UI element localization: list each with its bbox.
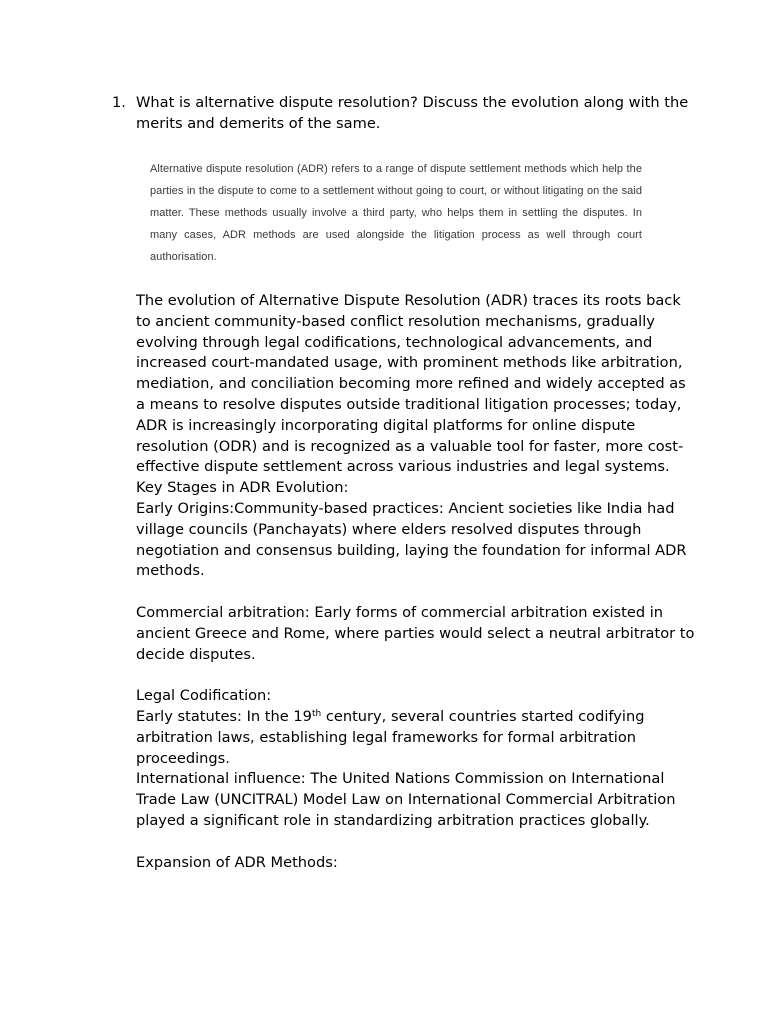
- adr-definition-excerpt: Alternative dispute resolution (ADR) refers to a range of dispute settlement methods which help the parties in the dispute to come to a settlement without going to court, or without litigating on the said matter. These methods usually involve a third party, who helps them in settling the disputes. In many cases, ADR methods are used alongside the litigation process as well through court authorisation.: [150, 163, 642, 263]
- commercial-arbitration-paragraph: Commercial arbitration: Early forms of commercial arbitration existed in ancient Greece and Rome, where parties would select a neutral arbitrator to decide disputes.: [136, 603, 695, 663]
- legal-codification-heading: Legal Codification:: [136, 687, 272, 705]
- evolution-paragraph: The evolution of Alternative Dispute Resolution (ADR) traces its roots back to ancient community-based conflict resolution mechanisms, gradually evolving through legal codifications, technological advancements, and increased court-mandated usage, with prominent methods like arbitration, mediation, and conciliation becoming more refined and widely accepted as a means to resolve disputes outside traditional litigation processes; today, ADR is increasingly incorporating digital platforms for online dispute resolution (ODR) and is recognized as a valuable tool for faster, more cost-effective dispute settlement across various industries and legal systems.: [136, 292, 686, 476]
- early-origins-paragraph: Early Origins:Community-based practices: Ancient societies like India had village councils (Panchayats) where elders resolved disputes through negotiation and consensus building, laying the foundation for informal ADR methods.: [136, 499, 687, 580]
- question-text: What is alternative dispute resolution? Discuss the evolution along with the merits and demerits of the same.: [136, 94, 689, 132]
- expansion-heading: Expansion of ADR Methods:: [136, 853, 338, 871]
- international-influence-paragraph: International influence: The United Nations Commission on International Trade Law (UNCITRAL) Model Law on International Commercial Arbitration played a significant role in standardizing arbitration practices globally.: [136, 770, 676, 829]
- early-statutes-paragraph: Early statutes: In the 19th century, several countries started codifying arbitration laws, establishing legal frameworks for formal arbitration proceedings.: [136, 707, 645, 767]
- key-stages-heading: Key Stages in ADR Evolution:: [136, 479, 349, 497]
- answer-body: [136, 291, 696, 873]
- question-number: 1.: [112, 94, 126, 111]
